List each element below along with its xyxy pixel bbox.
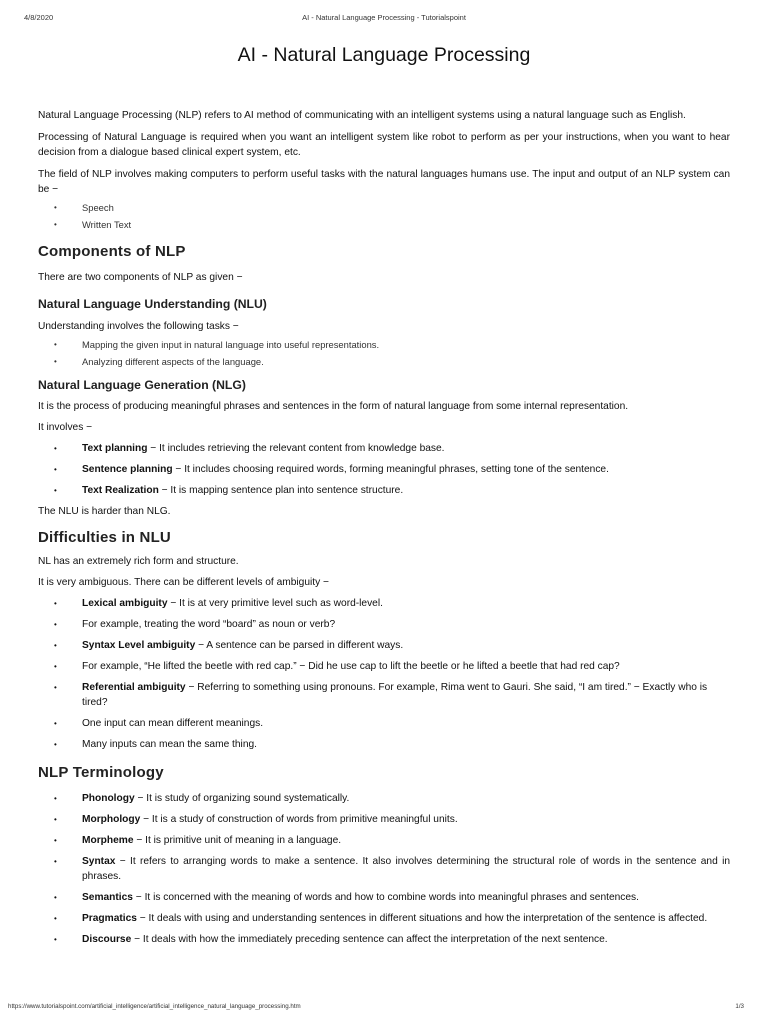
list-item [38,617,730,632]
list-item [38,638,730,653]
term: Syntax [82,856,116,867]
term-description: − It refers to arranging words to make a sentence. It also involves determining the structural role of words in the sentence and in phrases. [82,856,730,882]
term-description: − A sentence can be parsed in different ways. [195,640,404,651]
list-item [38,680,730,710]
nlu-intro: Understanding involves the following tasks − [38,321,239,332]
term: Lexical ambiguity [82,598,168,609]
term-description: − It deals with using and understanding sentences in different situations and how the interpretation of the sentence is affected. [136,913,708,924]
terminology-list [38,791,730,947]
article-body [38,108,730,953]
components-intro: There are two components of NLP as given − [38,272,243,283]
list-item [38,812,730,827]
page-title: AI - Natural Language Processing [237,44,531,66]
term-description: − It includes retrieving the relevant content from knowledge base. [147,443,445,454]
item-text: For example, “He lifted the beetle with red cap.” − Did he use cap to lift the beetle or he lifted a beetle that had red cap? [82,661,620,672]
print-footer [8,1003,744,1013]
list-item [38,441,730,456]
page-number: 1/3 [735,1003,744,1010]
print-doc-title: AI - Natural Language Processing - Tutorialspoint [302,13,466,22]
print-header [24,13,744,23]
item-text: One input can mean different meanings. [82,718,264,729]
ambiguity-list [38,596,730,752]
nlu-task-list [38,338,730,368]
term: Phonology [82,793,135,804]
list-item: • Analyzing different aspects of the language. [38,355,730,368]
list-item [38,716,730,731]
item-text: For example, treating the word “board” as noun or verb? [82,619,336,630]
term: Syntax Level ambiguity [82,640,196,651]
list-item [38,737,730,752]
term-description: − It deals with how the immediately preceding sentence can affect the interpretation of the next sentence. [131,934,608,945]
intro-paragraph-1: Natural Language Processing (NLP) refers to AI method of communicating with an intelligent systems using a natural language such as English. [38,110,686,121]
list-item [38,833,730,848]
term-description: − It is at very primitive level such as word-level. [167,598,383,609]
print-date: 4/8/2020 [24,13,54,22]
list-item [38,932,730,947]
list-item [38,890,730,905]
nlg-intro: It is the process of producing meaningful phrases and sentences in the form of natural language from some internal representation. [38,401,629,412]
list-item [38,596,730,611]
list-item: • Speech [38,201,730,214]
term: Semantics [82,892,133,903]
term: Morpheme [82,835,134,846]
term-description: − It is primitive unit of meaning in a language. [133,835,342,846]
term-description: − It is concerned with the meaning of words and how to combine words into meaningful phrases and sentences. [132,892,639,903]
io-list [38,201,730,231]
term-description: − It is mapping sentence plan into sentence structure. [158,485,404,496]
list-item [38,791,730,806]
term: Sentence planning [82,464,173,475]
list-item [38,659,730,674]
page-url: https://www.tutorialspoint.com/artificial_intelligence/artificial_intelligence_natural_language_processing.htm [8,1003,301,1010]
section-heading-difficulties: Difficulties in NLU [38,529,171,546]
term-description: − It is a study of construction of words from primitive meaningful units. [140,814,458,825]
intro-paragraph-3: The field of NLP involves making computers to perform useful tasks with the natural languages humans use. The input and output of an NLP system can be − [38,169,730,195]
subsection-heading-nlg: Natural Language Generation (NLG) [38,378,246,392]
term: Text planning [82,443,148,454]
list-item [38,462,730,477]
term: Morphology [82,814,141,825]
difficulties-paragraph-2: It is very ambiguous. There can be different levels of ambiguity − [38,577,329,588]
list-item [38,483,730,498]
nlg-list [38,441,730,498]
section-heading-terminology: NLP Terminology [38,764,164,781]
nlg-note: The NLU is harder than NLG. [38,506,171,517]
subsection-heading-nlu: Natural Language Understanding (NLU) [38,297,267,311]
intro-paragraph-2: Processing of Natural Language is required when you want an intelligent system like robot to perform as per your instructions, when you want to hear decision from a dialogue based clinical expert system, etc. [38,132,730,158]
list-item [38,911,730,926]
term: Pragmatics [82,913,137,924]
term: Referential ambiguity [82,682,186,693]
term-description: − Referring to something using pronouns. For example, Rima went to Gauri. She said, “I am tired.” − Exactly who is tired? [82,682,708,708]
item-text: Many inputs can mean the same thing. [82,739,257,750]
nlg-involves: It involves − [38,422,93,433]
list-item [38,854,730,884]
term: Text Realization [82,485,159,496]
difficulties-paragraph-1: NL has an extremely rich form and structure. [38,556,239,567]
list-item: • Mapping the given input in natural language into useful representations. [38,338,730,351]
term: Discourse [82,934,132,945]
term-description: − It is study of organizing sound systematically. [134,793,350,804]
list-item: • Written Text [38,218,730,231]
term-description: − It includes choosing required words, forming meaningful phrases, setting tone of the sentence. [172,464,609,475]
section-heading-components: Components of NLP [38,243,186,260]
